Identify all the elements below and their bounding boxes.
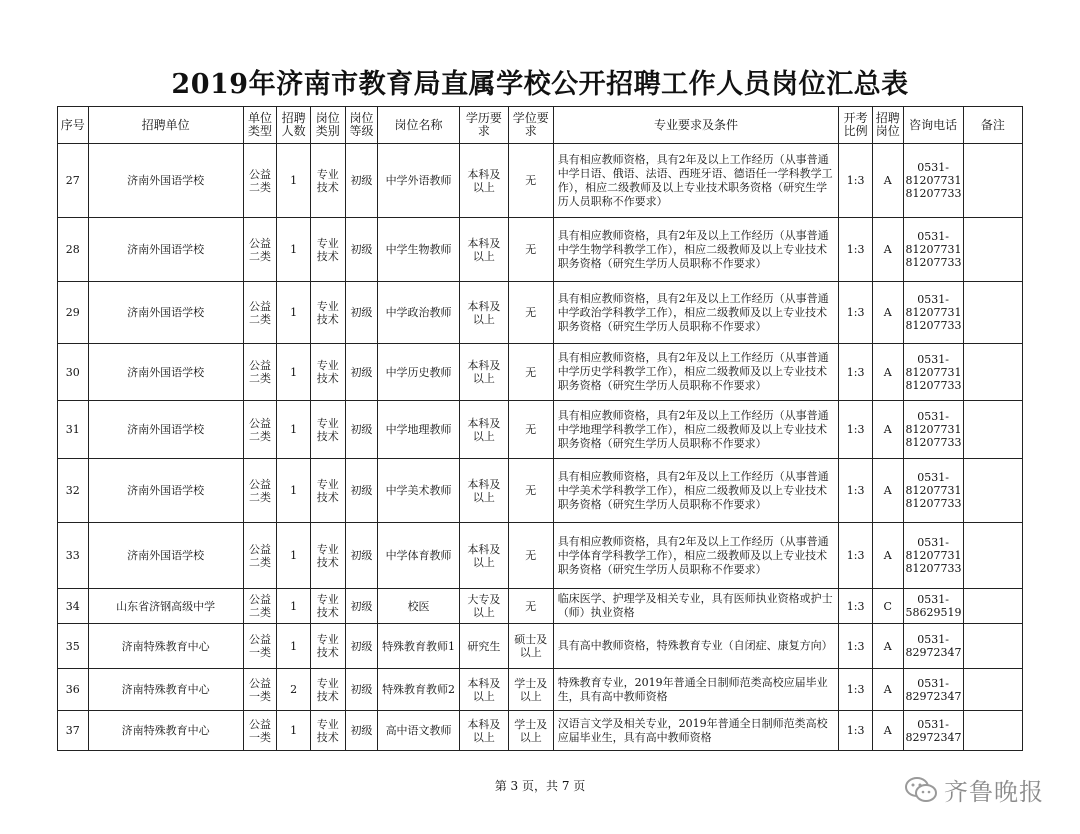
recruit-unit: 济南外国语学校 [88,401,243,459]
post-grade: A [872,711,903,751]
post-name: 中学体育教师 [378,523,460,589]
job-table [57,106,1023,751]
exam-ratio: 1:3 [839,401,873,459]
degree: 学士及以上 [508,711,553,751]
recruit-count: 1 [277,144,311,218]
post-name: 中学政治教师 [378,282,460,344]
unit-type: 公益二类 [243,344,277,401]
unit-type: 公益二类 [243,144,277,218]
post-level: 初级 [345,523,378,589]
requirements: 具有相应教师资格，具有2年及以上工作经历（从事普通中学地理学科教学工作），相应二级教师及以上专业技术职务资格（研究生学历人员职称不作要求） [553,401,839,459]
post-name: 中学外语教师 [378,144,460,218]
post-category: 专业技术 [310,344,345,401]
contact-phone: 0531-81207731 81207733 [903,218,963,282]
post-name: 中学地理教师 [378,401,460,459]
contact-phone: 0531-81207731 81207733 [903,523,963,589]
table-row [58,218,1023,282]
post-name: 特殊教育教师1 [378,624,460,669]
post-category: 专业技术 [310,459,345,523]
recruit-count: 1 [277,711,311,751]
education: 本科及以上 [459,523,508,589]
requirements: 具有相应教师资格，具有2年及以上工作经历（从事普通中学体育学科教学工作），相应二级教师及以上专业技术职务资格（研究生学历人员职称不作要求） [553,523,839,589]
contact-phone: 0531-81207731 81207733 [903,344,963,401]
post-level: 初级 [345,282,378,344]
requirements: 具有相应教师资格，具有2年及以上工作经历（从事普通中学美术学科教学工作），相应二级教师及以上专业技术职务资格（研究生学历人员职称不作要求） [553,459,839,523]
recruit-count: 1 [277,282,311,344]
post-category: 专业技术 [310,282,345,344]
post-level: 初级 [345,589,378,624]
table-row [58,344,1023,401]
page-title: 2019年济南市教育局直属学校公开招聘工作人员岗位汇总表 [171,69,909,100]
contact-phone: 0531-81207731 81207733 [903,401,963,459]
exam-ratio: 1:3 [839,669,873,711]
row-number: 28 [58,218,89,282]
recruit-unit: 济南外国语学校 [88,218,243,282]
contact-phone: 0531-82972347 [903,711,963,751]
post-name: 校医 [378,589,460,624]
header-cell: 序号 [58,107,89,144]
header-cell: 单位类型 [243,107,277,144]
post-level: 初级 [345,711,378,751]
requirements: 具有相应教师资格，具有2年及以上工作经历（从事普通中学历史学科教学工作），相应二级教师及以上专业技术职务资格（研究生学历人员职称不作要求） [553,344,839,401]
post-category: 专业技术 [310,589,345,624]
remarks [963,401,1022,459]
row-number: 36 [58,669,89,711]
page-footer: 第 3 页，共 7 页 [494,779,586,793]
unit-type: 公益二类 [243,523,277,589]
header-cell: 招聘人数 [277,107,311,144]
remarks [963,282,1022,344]
contact-phone: 0531-58629519 [903,589,963,624]
unit-type: 公益一类 [243,624,277,669]
unit-type: 公益一类 [243,669,277,711]
row-number: 35 [58,624,89,669]
degree: 无 [508,589,553,624]
header-row [58,107,1023,144]
education: 本科及以上 [459,344,508,401]
recruit-count: 1 [277,589,311,624]
post-grade: C [872,589,903,624]
unit-type: 公益二类 [243,401,277,459]
table-row [58,624,1023,669]
post-level: 初级 [345,344,378,401]
post-category: 专业技术 [310,624,345,669]
remarks [963,711,1022,751]
degree: 无 [508,523,553,589]
header-cell: 咨询电话 [903,107,963,144]
post-level: 初级 [345,401,378,459]
header-cell: 学历要求 [459,107,508,144]
row-number: 37 [58,711,89,751]
header-cell: 专业要求及条件 [553,107,839,144]
recruit-count: 1 [277,218,311,282]
degree: 无 [508,401,553,459]
recruit-unit: 济南特殊教育中心 [88,624,243,669]
post-category: 专业技术 [310,401,345,459]
unit-type: 公益二类 [243,218,277,282]
header-cell: 招聘单位 [88,107,243,144]
post-name: 中学生物教师 [378,218,460,282]
table-row [58,282,1023,344]
row-number: 31 [58,401,89,459]
post-level: 初级 [345,144,378,218]
post-grade: A [872,523,903,589]
header-cell: 招聘岗位 [872,107,903,144]
degree: 无 [508,282,553,344]
contact-phone: 0531-82972347 [903,624,963,669]
degree: 无 [508,344,553,401]
recruit-unit: 济南外国语学校 [88,523,243,589]
watermark [904,772,1044,807]
exam-ratio: 1:3 [839,459,873,523]
contact-phone: 0531-81207731 81207733 [903,459,963,523]
post-name: 高中语文教师 [378,711,460,751]
post-grade: A [872,669,903,711]
table-row [58,459,1023,523]
table-body [58,144,1023,751]
row-number: 34 [58,589,89,624]
remarks [963,459,1022,523]
recruit-count: 2 [277,669,311,711]
watermark-text: 齐鲁晚报 [944,778,1044,806]
post-level: 初级 [345,459,378,523]
post-level: 初级 [345,218,378,282]
row-number: 27 [58,144,89,218]
recruit-unit: 济南特殊教育中心 [88,711,243,751]
education: 本科及以上 [459,669,508,711]
row-number: 30 [58,344,89,401]
table-row [58,669,1023,711]
remarks [963,144,1022,218]
row-number: 33 [58,523,89,589]
post-grade: A [872,624,903,669]
recruit-count: 1 [277,401,311,459]
recruit-count: 1 [277,459,311,523]
unit-type: 公益二类 [243,589,277,624]
education: 本科及以上 [459,459,508,523]
exam-ratio: 1:3 [839,144,873,218]
requirements: 具有相应教师资格，具有2年及以上工作经历（从事普通中学日语、俄语、法语、西班牙语、德语任一学科教学工作），相应二级教师及以上专业技术职务资格（研究生学历人员职称不作要求） [553,144,839,218]
requirements: 特殊教育专业，2019年普通全日制师范类高校应届毕业生，具有高中教师资格 [553,669,839,711]
post-category: 专业技术 [310,218,345,282]
degree: 学士及以上 [508,669,553,711]
post-grade: A [872,401,903,459]
requirements: 具有相应教师资格，具有2年及以上工作经历（从事普通中学生物学科教学工作），相应二级教师及以上专业技术职务资格（研究生学历人员职称不作要求） [553,218,839,282]
exam-ratio: 1:3 [839,523,873,589]
recruit-unit: 济南外国语学校 [88,459,243,523]
post-name: 中学美术教师 [378,459,460,523]
header-cell: 备注 [963,107,1022,144]
post-name: 中学历史教师 [378,344,460,401]
recruit-count: 1 [277,523,311,589]
post-grade: A [872,218,903,282]
table-row [58,711,1023,751]
exam-ratio: 1:3 [839,589,873,624]
post-grade: A [872,344,903,401]
education: 本科及以上 [459,218,508,282]
education: 研究生 [459,624,508,669]
remarks [963,624,1022,669]
degree: 无 [508,459,553,523]
table-row [58,401,1023,459]
post-level: 初级 [345,669,378,711]
header-cell: 学位要求 [508,107,553,144]
remarks [963,669,1022,711]
remarks [963,218,1022,282]
header-cell: 岗位类别 [310,107,345,144]
post-grade: A [872,282,903,344]
unit-type: 公益二类 [243,282,277,344]
header-cell: 岗位等级 [345,107,378,144]
education: 本科及以上 [459,282,508,344]
row-number: 32 [58,459,89,523]
exam-ratio: 1:3 [839,711,873,751]
exam-ratio: 1:3 [839,344,873,401]
unit-type: 公益二类 [243,459,277,523]
exam-ratio: 1:3 [839,218,873,282]
education: 大专及以上 [459,589,508,624]
post-name: 特殊教育教师2 [378,669,460,711]
education: 本科及以上 [459,401,508,459]
remarks [963,589,1022,624]
education: 本科及以上 [459,711,508,751]
header-cell: 岗位名称 [378,107,460,144]
post-level: 初级 [345,624,378,669]
exam-ratio: 1:3 [839,624,873,669]
header-cell: 开考比例 [839,107,873,144]
recruit-count: 1 [277,344,311,401]
contact-phone: 0531-81207731 81207733 [903,144,963,218]
recruit-unit: 济南特殊教育中心 [88,669,243,711]
recruit-unit: 济南外国语学校 [88,282,243,344]
wechat-icon [904,776,938,804]
post-grade: A [872,459,903,523]
remarks [963,523,1022,589]
recruit-count: 1 [277,624,311,669]
education: 本科及以上 [459,144,508,218]
degree: 无 [508,218,553,282]
post-grade: A [872,144,903,218]
degree: 硕士及以上 [508,624,553,669]
recruit-unit: 山东省济钢高级中学 [88,589,243,624]
table-row [58,523,1023,589]
post-category: 专业技术 [310,711,345,751]
degree: 无 [508,144,553,218]
post-category: 专业技术 [310,144,345,218]
recruit-unit: 济南外国语学校 [88,344,243,401]
contact-phone: 0531-82972347 [903,669,963,711]
table-row [58,589,1023,624]
post-category: 专业技术 [310,523,345,589]
exam-ratio: 1:3 [839,282,873,344]
requirements: 汉语言文学及相关专业，2019年普通全日制师范类高校应届毕业生，具有高中教师资格 [553,711,839,751]
requirements: 具有高中教师资格，特殊教育专业（自闭症、康复方向） [553,624,839,669]
requirements: 具有相应教师资格，具有2年及以上工作经历（从事普通中学政治学科教学工作），相应二级教师及以上专业技术职务资格（研究生学历人员职称不作要求） [553,282,839,344]
remarks [963,344,1022,401]
contact-phone: 0531-81207731 81207733 [903,282,963,344]
row-number: 29 [58,282,89,344]
requirements: 临床医学、护理学及相关专业，具有医师执业资格或护士（师）执业资格 [553,589,839,624]
unit-type: 公益一类 [243,711,277,751]
post-category: 专业技术 [310,669,345,711]
table-row [58,144,1023,218]
recruit-unit: 济南外国语学校 [88,144,243,218]
